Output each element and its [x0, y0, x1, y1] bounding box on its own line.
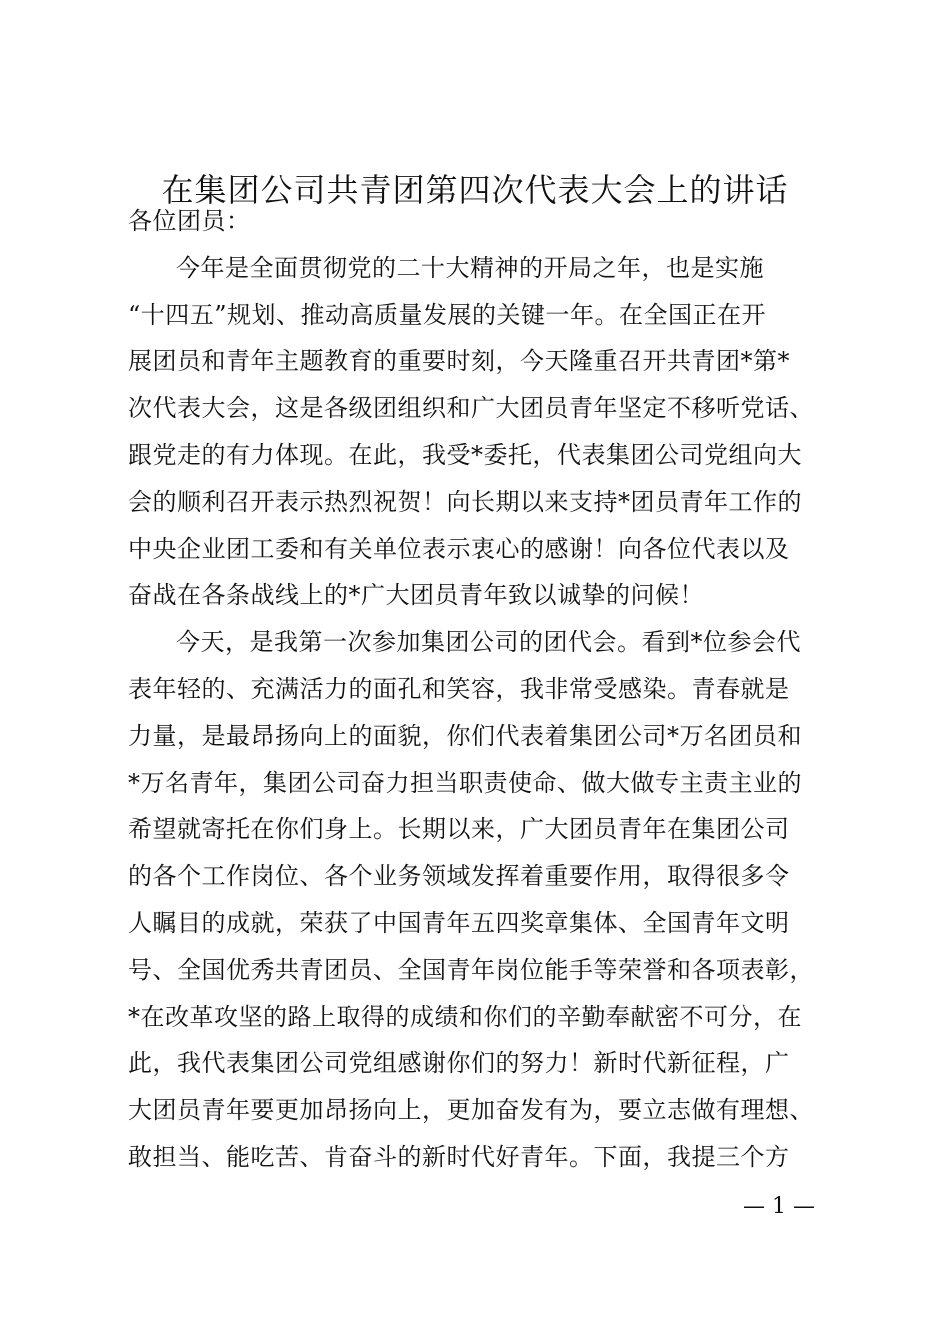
- text-line: 的各个工作岗位、各个业务领域发挥着重要作用，取得很多令: [128, 862, 790, 891]
- text-line: 人瞩目的成就，荣获了中国青年五四奖章集体、全国青年文明: [128, 908, 790, 937]
- text-line: 今年是全面贯彻党的二十大精神的开局之年，也是实施: [176, 253, 764, 282]
- page-number: — 1 —: [743, 1194, 815, 1219]
- text-line: 今天，是我第一次参加集团公司的团代会。看到*位参会代: [176, 628, 801, 657]
- text-line: 次代表大会，这是各级团组织和广大团员青年坚定不移听党话、: [128, 394, 814, 423]
- text-line: 会的顺利召开表示热烈祝贺！向长期以来支持*团员青年工作的: [128, 487, 802, 516]
- text-line: 希望就寄托在你们身上。长期以来，广大团员青年在集团公司: [128, 815, 790, 844]
- text-line: 奋战在各条战线上的*广大团员青年致以诚挚的问候！: [128, 581, 704, 610]
- text-line: 此，我代表集团公司党组感谢你们的努力！新时代新征程，广: [128, 1049, 790, 1078]
- text-line: 展团员和青年主题教育的重要时刻，今天隆重召开共青团*第*: [128, 347, 790, 376]
- text-line: 敢担当、能吃苦、肯奋斗的新时代好青年。下面，我提三个方: [128, 1142, 790, 1171]
- text-line: “十四五”规划、推动高质量发展的关键一年。在全国正在开: [128, 300, 767, 329]
- text-line: 中央企业团工委和有关单位表示衷心的感谢！向各位代表以及: [128, 534, 790, 563]
- text-line: 号、全国优秀共青团员、全国青年岗位能手等荣誉和各项表彰，: [128, 955, 814, 984]
- paragraph-lines: [128, 245, 828, 1181]
- text-line: 大团员青年要更加昂扬向上，更加奋发有为，要立志做有理想、: [128, 1096, 814, 1125]
- document-title: 在集团公司共青团第四次代表大会上的讲话: [161, 171, 789, 209]
- text-line: *万名青年，集团公司奋力担当职责使命、做大做专主责主业的: [128, 768, 802, 797]
- document-body: [128, 198, 828, 1181]
- text-line: 表年轻的、充满活力的面孔和笑容，我非常受感染。青春就是: [128, 674, 790, 703]
- text-line: 力量，是最昂扬向上的面貌，你们代表着集团公司*万名团员和: [128, 721, 802, 750]
- text-line: *在改革攻坚的路上取得的成绩和你们的辛勤奉献密不可分，在: [128, 1002, 802, 1031]
- text-line: 跟党走的有力体现。在此，我受*委托，代表集团公司党组向大: [128, 440, 802, 469]
- salutation: 各位团员：: [128, 207, 251, 235]
